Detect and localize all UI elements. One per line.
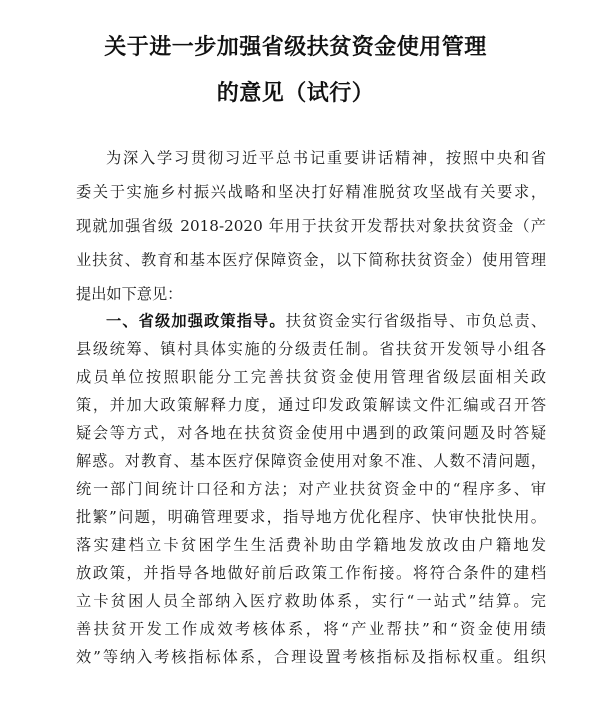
section-1-line: 策，并加大政策解释力度，通过印发政策解读文件汇编或召开答	[76, 396, 546, 414]
section-1-line: 善扶贫开发工作成效考核体系，将“产业帮扶”和“资金使用绩	[76, 620, 546, 638]
intro-line: 委关于实施乡村振兴战略和坚决打好精准脱贫攻坚战有关要求，	[76, 183, 546, 201]
section-1-line: 批繁”问题，明确管理要求，指导地方优化程序、快审快批快用。	[76, 508, 546, 526]
intro-line: 为深入学习贯彻习近平总书记重要讲话精神，按照中央和省	[106, 149, 546, 167]
document-title-line-1: 关于进一步加强省级扶贫资金使用管理	[104, 35, 487, 60]
section-1-first-line	[106, 309, 546, 333]
section-1-line: 疑会等方式，对各地在扶贫资金使用中遇到的政策问题及时答疑	[76, 424, 546, 442]
section-1-line: 解惑。对教育、基本医疗保障资金使用对象不准、人数不清问题，	[76, 452, 546, 470]
intro-line: 业扶贫、教育和基本医疗保障资金，以下简称扶贫资金）使用管理	[76, 251, 546, 269]
intro-line: 提出如下意见：	[76, 285, 183, 303]
section-1-line: 落实建档立卡贫困学生生活费补助由学籍地发放改由户籍地发	[76, 536, 546, 554]
section-1-line: 县级统筹、镇村具体实施的分级责任制。省扶贫开发领导小组各	[76, 340, 546, 358]
section-1-line: 立卡贫困人员全部纳入医疗救助体系，实行“一站式”结算。完	[76, 592, 546, 610]
section-1-line: 效”等纳入考核指标体系，合理设置考核指标及指标权重。组织	[76, 648, 546, 666]
section-1-heading: 一、省级加强政策指导。	[106, 312, 286, 330]
document-title-line-2: 的意见（试行）	[216, 81, 375, 106]
intro-line: 现就加强省级 2018-2020 年用于扶贫开发帮扶对象扶贫资金（产	[76, 217, 546, 235]
section-1-line: 成员单位按照职能分工完善扶贫资金使用管理省级层面相关政	[76, 368, 546, 386]
section-1-line: 放政策，并指导各地做好前后政策工作衔接。将符合条件的建档	[76, 564, 546, 582]
section-1-first-line-text: 扶贫资金实行省级指导、市负总责、	[285, 312, 547, 330]
section-1-line: 统一部门间统计口径和方法；对产业扶贫资金中的“程序多、审	[76, 480, 546, 498]
